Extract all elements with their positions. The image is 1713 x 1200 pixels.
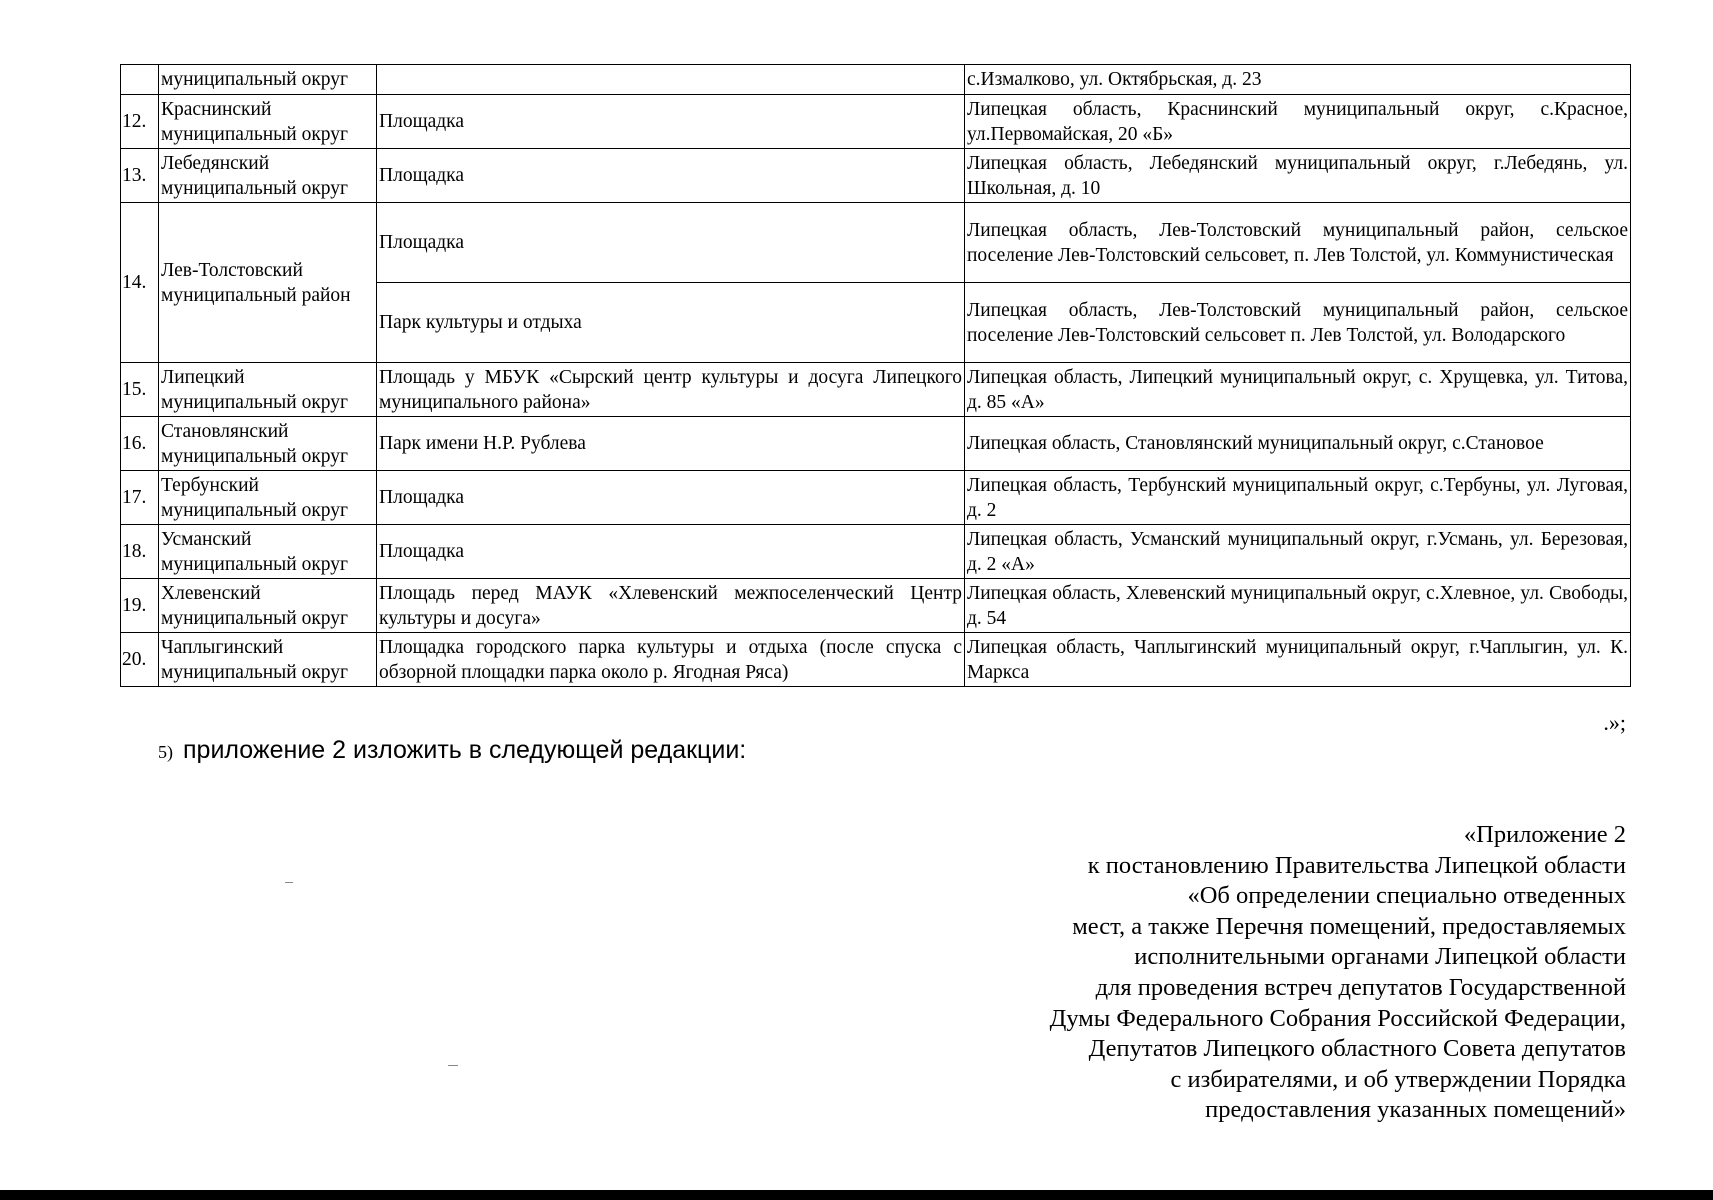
row-number: 17.: [121, 471, 159, 525]
scan-speck: [448, 1065, 458, 1066]
table-row: [121, 149, 1631, 203]
address-cell: Липецкая область, Тербунский муниципальный округ, с.Тербуны, ул. Луговая, д. 2: [965, 471, 1631, 525]
item-number: 5): [158, 742, 173, 762]
appendix-line: предоставления указанных помещений»: [1205, 1096, 1626, 1124]
appendix-line: для проведения встреч депутатов Государственной: [1095, 973, 1626, 1001]
place-cell: Площадь у МБУК «Сырский центр культуры и досуга Липецкого муниципального района»: [377, 363, 965, 417]
address-cell: Липецкая область, Чаплыгинский муниципальный округ, г.Чаплыгин, ул. К. Маркса: [965, 633, 1631, 687]
place-cell: Площадка: [377, 203, 965, 283]
row-number: 18.: [121, 525, 159, 579]
row-number: 19.: [121, 579, 159, 633]
table-row: [121, 417, 1631, 471]
table-row: [121, 471, 1631, 525]
appendix-line: Думы Федерального Собрания Российской Федерации,: [1049, 1004, 1626, 1032]
address-cell: Липецкая область, Липецкий муниципальный округ, с. Хрущевка, ул. Титова, д. 85 «А»: [965, 363, 1631, 417]
scan-edge-bar: [0, 1190, 1713, 1200]
address-cell: с.Измалково, ул. Октябрьская, д. 23: [965, 65, 1631, 95]
place-cell: Площадка: [377, 525, 965, 579]
address-cell: Липецкая область, Лев-Толстовский муниципальный район, сельское поселение Лев-Толстовский сельсовет п. Лев Толстой, ул. Володарского: [965, 283, 1631, 363]
district-cell: Тербунский муниципальный округ: [159, 471, 377, 525]
appendix-line: «Приложение 2: [1463, 821, 1626, 848]
district-cell: Чаплыгинский муниципальный округ: [159, 633, 377, 687]
district-cell: Усманский муниципальный округ: [159, 525, 377, 579]
place-cell: Площадь перед МАУК «Хлевенский межпоселенческий Центр культуры и досуга»: [377, 579, 965, 633]
place-cell: Парк культуры и отдыха: [377, 283, 965, 363]
row-number: 13.: [121, 149, 159, 203]
place-cell: Площадка: [377, 471, 965, 525]
district-cell: муниципальный округ: [159, 65, 377, 95]
address-cell: Липецкая область, Становлянский муниципальный округ, с.Становое: [965, 417, 1631, 471]
row-number: 12.: [121, 95, 159, 149]
place-cell: Парк имени Н.Р. Рублева: [377, 417, 965, 471]
district-cell: Хлевенский муниципальный округ: [159, 579, 377, 633]
table-row: [121, 525, 1631, 579]
address-cell: Липецкая область, Краснинский муниципальный округ, с.Красное, ул.Первомайская, 20 «Б»: [965, 95, 1631, 149]
row-number: 16.: [121, 417, 159, 471]
row-number: 14.: [121, 203, 159, 363]
district-cell: Краснинский муниципальный округ: [159, 95, 377, 149]
appendix-line: Депутатов Липецкого областного Совета депутатов: [1088, 1035, 1626, 1063]
district-cell: Становлянский муниципальный округ: [159, 417, 377, 471]
district-cell: Лев-Толстовский муниципальный район: [159, 203, 377, 363]
table-row: [121, 579, 1631, 633]
appendix-line: с избирателями, и об утверждении Порядка: [1170, 1065, 1626, 1093]
table-row: [121, 203, 1631, 283]
district-cell: Лебедянский муниципальный округ: [159, 149, 377, 203]
appendix-line: «Об определении специально отведенных: [1187, 882, 1626, 910]
table-row: [121, 363, 1631, 417]
address-cell: Липецкая область, Хлевенский муниципальный округ, с.Хлевное, ул. Свободы, д. 54: [965, 579, 1631, 633]
place-cell: Площадка: [377, 95, 965, 149]
places-table: [120, 64, 1631, 687]
appendix-line: исполнительными органами Липецкой области: [1134, 943, 1626, 971]
closing-quote-mark: .»;: [1603, 710, 1626, 735]
table-row: [121, 633, 1631, 687]
appendix-line: мест, а также Перечня помещений, предоставляемых: [1072, 912, 1626, 940]
place-cell: Площадка: [377, 149, 965, 203]
appendix-header: [866, 820, 1626, 1126]
scan-speck: [285, 882, 293, 883]
place-cell: [377, 65, 965, 95]
table-row: [121, 65, 1631, 95]
address-cell: Липецкая область, Усманский муниципальный округ, г.Усмань, ул. Березовая, д. 2 «А»: [965, 525, 1631, 579]
item-text: приложение 2 изложить в следующей редакции:: [183, 736, 747, 764]
table-row: [121, 95, 1631, 149]
place-cell: Площадка городского парка культуры и отдыха (после спуска с обзорной площадки парка около р. Ягодная Ряса): [377, 633, 965, 687]
appendix-line: к постановлению Правительства Липецкой области: [1087, 851, 1626, 879]
address-cell: Липецкая область, Лев-Толстовский муниципальный район, сельское поселение Лев-Толстовский сельсовет, п. Лев Толстой, ул. Коммунистическая: [965, 203, 1631, 283]
row-number: 15.: [121, 363, 159, 417]
amendment-item: [158, 736, 746, 765]
district-cell: Липецкий муниципальный округ: [159, 363, 377, 417]
address-cell: Липецкая область, Лебедянский муниципальный округ, г.Лебедянь, ул. Школьная, д. 10: [965, 149, 1631, 203]
row-number: 20.: [121, 633, 159, 687]
row-number: [121, 65, 159, 95]
